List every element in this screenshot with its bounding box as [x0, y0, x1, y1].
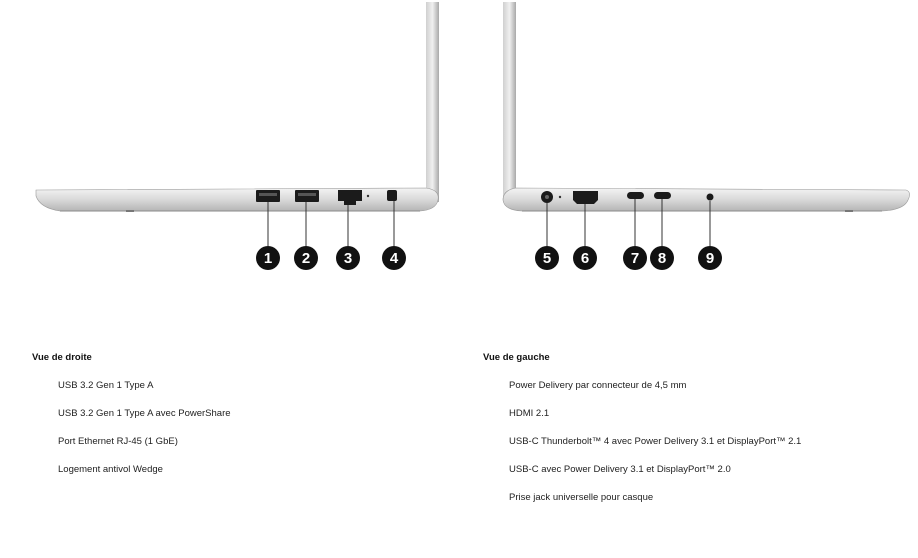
callout-5: 5 [535, 246, 559, 270]
callout-2: 2 [294, 246, 318, 270]
wedge-lock-slot [387, 190, 397, 201]
callout-8: 8 [650, 246, 674, 270]
list-item: USB 3.2 Gen 1 Type A [58, 380, 154, 391]
list-item: USB 3.2 Gen 1 Type A avec PowerShare [58, 408, 231, 419]
callout-9: 9 [698, 246, 722, 270]
list-item: USB-C avec Power Delivery 3.1 et DisplayPort™ 2.0 [509, 464, 731, 475]
usb-c-port-8 [654, 192, 671, 199]
usb-c-port-7 [627, 192, 644, 199]
base-right [36, 188, 438, 211]
left-view-list [483, 380, 903, 520]
left-view-section [483, 352, 903, 520]
list-item: Prise jack universelle pour casque [509, 492, 654, 503]
list-item: HDMI 2.1 [509, 408, 550, 419]
callout-3: 3 [336, 246, 360, 270]
callout-7: 7 [623, 246, 647, 270]
lid-right [426, 2, 439, 202]
left-view-heading: Vue de gauche [483, 352, 550, 363]
right-view-section [32, 352, 452, 492]
list-item: Port Ethernet RJ-45 (1 GbE) [58, 436, 178, 447]
list-item: USB-C Thunderbolt™ 4 avec Power Delivery 3.1 et DisplayPort™ 2.1 [509, 436, 802, 447]
right-side-laptop [36, 2, 439, 212]
callout-6: 6 [573, 246, 597, 270]
right-view-heading: Vue de droite [32, 352, 92, 363]
left-side-laptop [503, 2, 910, 212]
list-item: Logement antivol Wedge [58, 464, 163, 475]
callout-4: 4 [382, 246, 406, 270]
list-item: Power Delivery par connecteur de 4,5 mm [509, 380, 687, 391]
right-view-list [32, 380, 452, 492]
hdmi-port [573, 191, 598, 204]
lid-left [503, 2, 516, 202]
headset-jack [707, 194, 714, 201]
base-left [503, 188, 910, 211]
callout-1: 1 [256, 246, 280, 270]
